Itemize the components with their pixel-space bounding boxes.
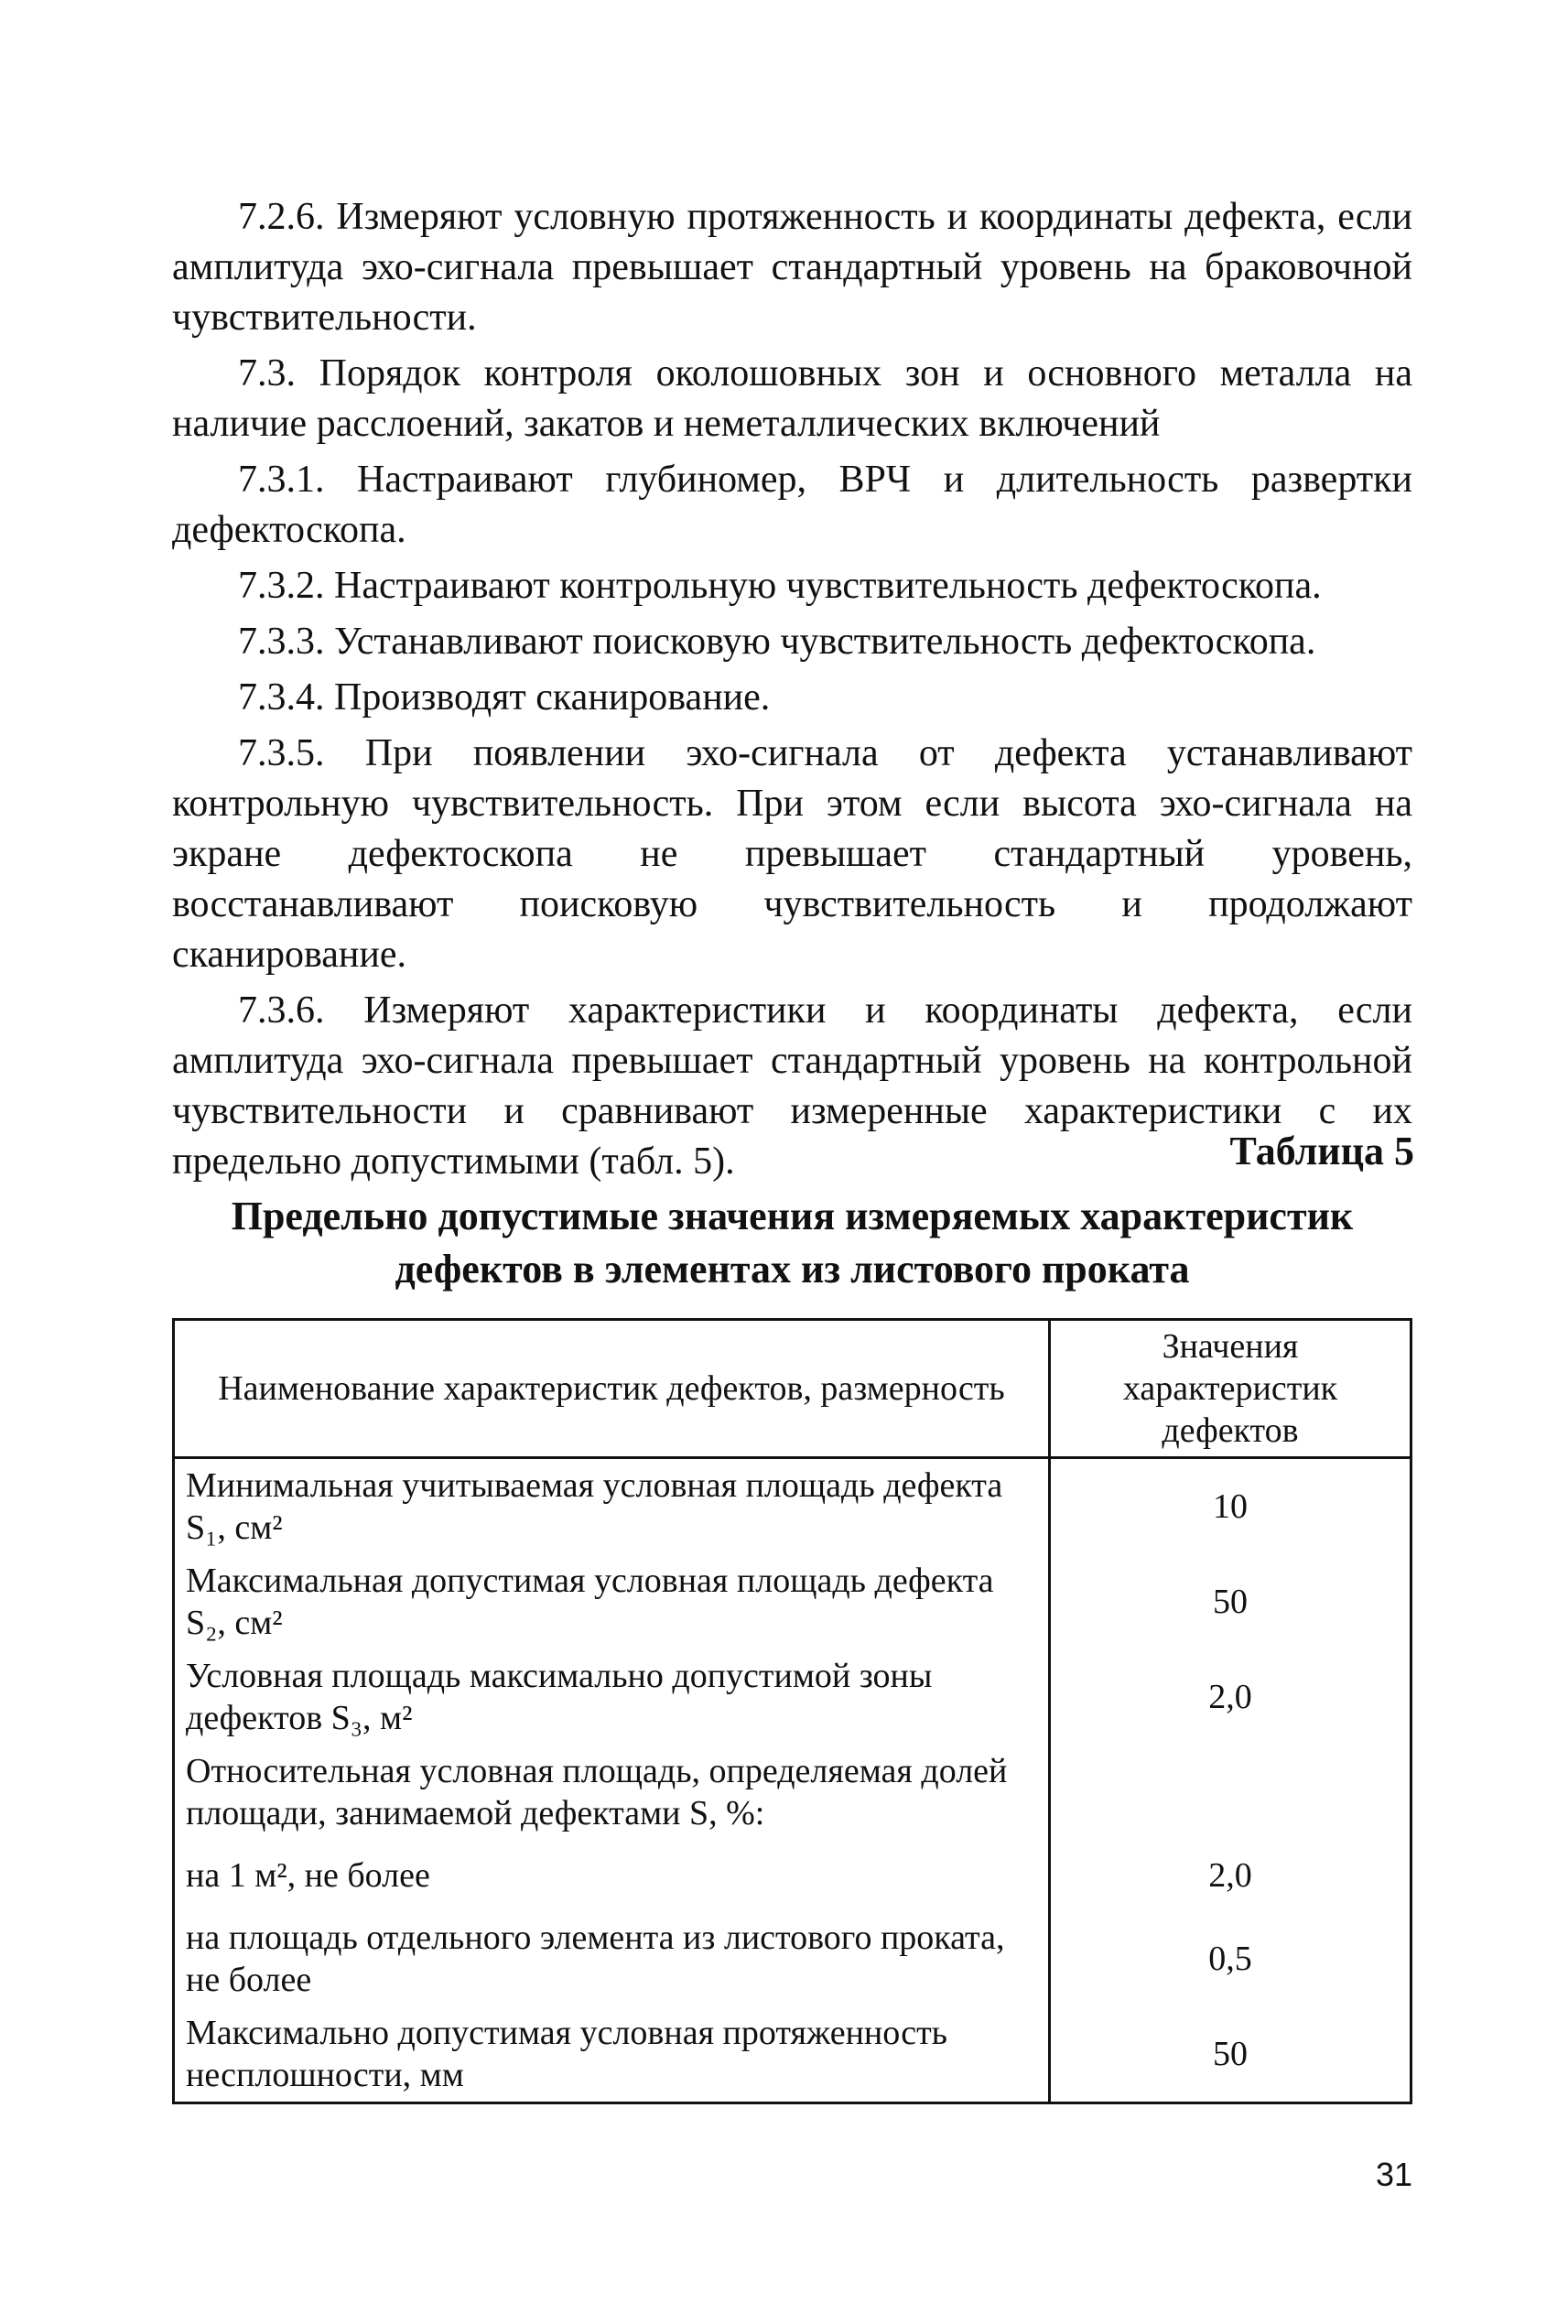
- paragraph-7-3-2: 7.3.2. Настраивают контрольную чувствительность дефектоскопа.: [238, 565, 1322, 607]
- table-row: [174, 1840, 1411, 1911]
- table-header-row: [174, 1320, 1411, 1458]
- table-row: [174, 1745, 1411, 1840]
- row-value: [1050, 1745, 1411, 1840]
- row-name: на площадь отдельного элемента из листового проката, не более: [174, 1911, 1050, 2006]
- table-number: Таблица 5: [1229, 1129, 1414, 1173]
- paragraph-7-3-1: 7.3.1. Настраивают глубиномер, ВРЧ и длительность развертки дефектоскопа.: [172, 459, 1412, 551]
- table-row: [174, 1554, 1411, 1649]
- row-name: Относительная условная площадь, определяемая долей площади, занимаемой дефектами S, %:: [174, 1745, 1050, 1840]
- paragraph-7-2-6: 7.2.6. Измеряют условную протяженность и координаты дефекта, если амплитуда эхо-сигнала превышает стандартный уровень на браковочной чувствительности.: [172, 196, 1412, 339]
- row-name: Максимальная допустимая условная площадь дефекта S₂, см²: [174, 1554, 1050, 1649]
- table-title: [172, 1190, 1412, 1296]
- paragraph-7-3-4: 7.3.4. Производят сканирование.: [238, 676, 771, 719]
- row-value: 2,0: [1050, 1840, 1411, 1911]
- paragraph-7-3-3: 7.3.3. Устанавливают поисковую чувствительность дефектоскопа.: [238, 621, 1316, 663]
- paragraph-7-3-5: 7.3.5. При появлении эхо-сигнала от дефекта устанавливают контрольную чувствительность. При этом если высота эхо-сигнала на экране дефектоскопа не превышает стандартный уровень, восстанавливают поисковую чувствительность и продолжают сканирование.: [172, 732, 1412, 976]
- paragraph-7-3-6: 7.3.6. Измеряют характеристики и координаты дефекта, если амплитуда эхо-сигнала превышает стандартный уровень на контрольной чувствительности и сравнивают измеренные характеристики с их предельно допустимыми (табл. 5).: [172, 989, 1412, 1183]
- row-value: 10: [1050, 1458, 1411, 1555]
- row-name: на 1 м², не более: [174, 1840, 1050, 1911]
- row-value: 50: [1050, 2006, 1411, 2103]
- defects-table: [172, 1318, 1412, 2104]
- table-row: [174, 1649, 1411, 1745]
- header-characteristic-value: Значения характеристик дефектов: [1050, 1320, 1411, 1458]
- row-value: 50: [1050, 1554, 1411, 1649]
- table-title-line-1: Предельно допустимые значения измеряемых характеристик: [231, 1194, 1354, 1238]
- body-text: [172, 192, 1412, 1193]
- table-row: [174, 1911, 1411, 2006]
- header-characteristic-name: Наименование характеристик дефектов, размерность: [174, 1320, 1050, 1458]
- row-name: Условная площадь максимально допустимой зоны дефектов S₃, м²: [174, 1649, 1050, 1745]
- table-row: [174, 2006, 1411, 2103]
- row-value: 2,0: [1050, 1649, 1411, 1745]
- table-row: [174, 1458, 1411, 1555]
- row-value: 0,5: [1050, 1911, 1411, 2006]
- row-name: Максимально допустимая условная протяженность несплошности, мм: [174, 2006, 1050, 2103]
- page-number: 31: [1375, 2156, 1412, 2193]
- table-title-line-2: дефектов в элементах из листового проката: [395, 1247, 1190, 1292]
- paragraph-7-3: 7.3. Порядок контроля околошовных зон и основного металла на наличие расслоений, закатов и неметаллических включений: [172, 352, 1412, 445]
- row-name: Минимальная учитываемая условная площадь дефекта S₁, см²: [174, 1458, 1050, 1555]
